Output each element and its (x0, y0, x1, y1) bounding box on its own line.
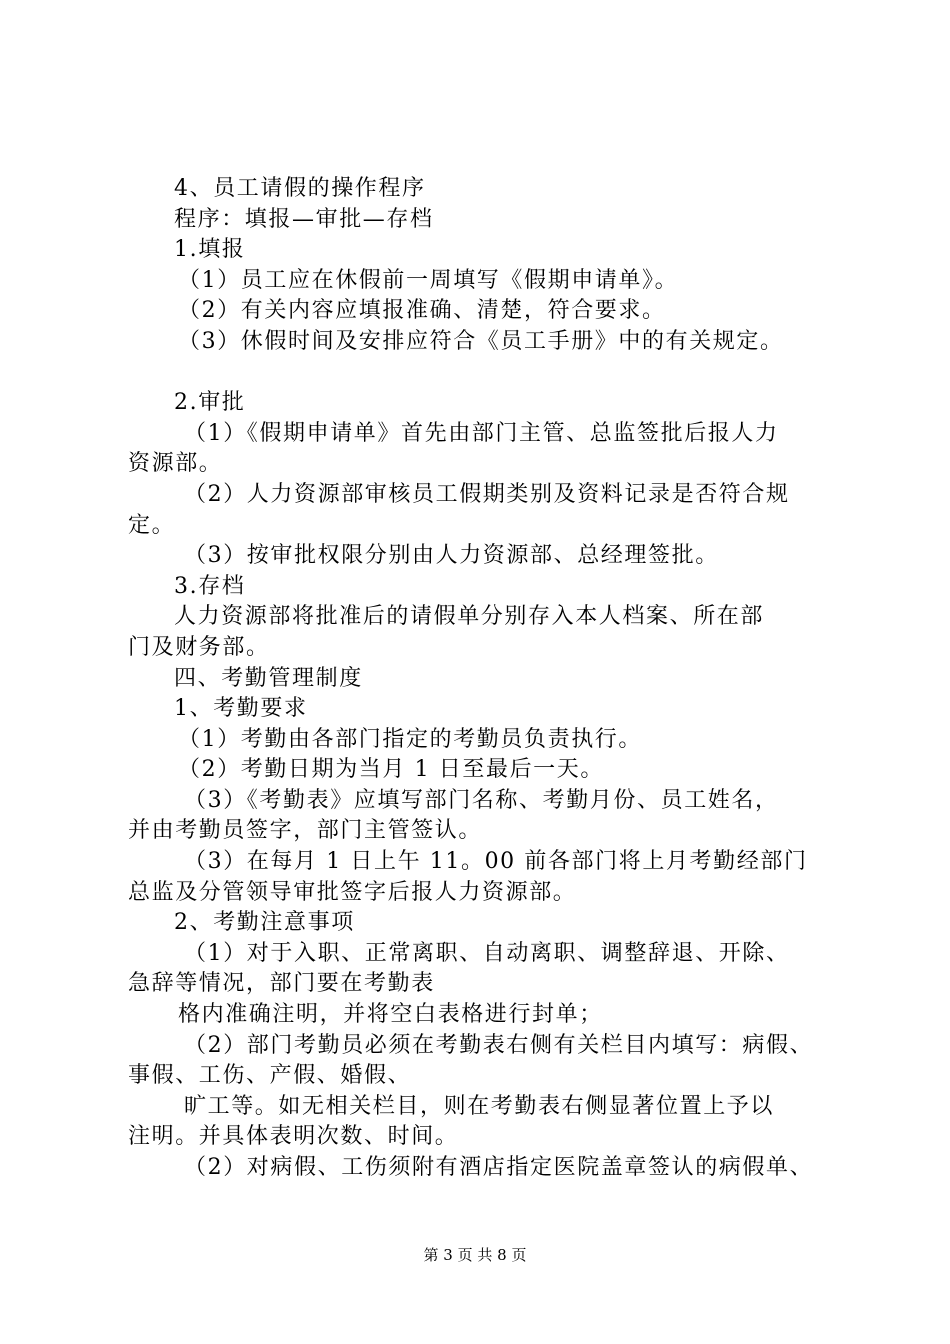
text-line: 总监及分管领导审批签字后报人力资源部。 (128, 879, 577, 905)
text-line: 程序：填报—审批—存档 (174, 206, 434, 232)
text-line: 格内准确注明，并将空白表格进行封单； (178, 1002, 603, 1028)
text-line: （1）《假期申请单》首先由部门主管、总监签批后报人力 (184, 420, 779, 446)
text-line: 门及财务部。 (128, 634, 270, 660)
text-line: 1、考勤要求 (174, 696, 308, 722)
text-line: 事假、工伤、产假、婚假、 (128, 1063, 412, 1089)
text-line: 并由考勤员签字，部门主管签认。 (128, 818, 483, 844)
text-line: （1）员工应在休假前一周填写《假期申请单》。 (178, 267, 679, 293)
text-line: 1.填报 (174, 237, 246, 263)
text-line: 四、考勤管理制度 (174, 665, 363, 691)
text-line: （1）对于入职、正常离职、自动离职、调整辞退、开除、 (184, 940, 790, 966)
text-line: 人力资源部将批准后的请假单分别存入本人档案、所在部 (174, 604, 765, 630)
text-line: 2、考勤注意事项 (174, 910, 355, 936)
text-line: 4、员工请假的操作程序 (174, 176, 426, 201)
text-line: 3.存档 (174, 573, 246, 599)
text-line: 急辞等情况，部门要在考勤表 (128, 971, 435, 997)
page-footer: 第 3 页 共 8 页 (423, 1246, 527, 1264)
document-body (128, 174, 838, 1184)
text-line: （2）对病假、工伤须附有酒店指定医院盖章签认的病假单、 (184, 1155, 814, 1180)
blank-line (128, 358, 838, 389)
text-line: 注明。并具体表明次数、时间。 (128, 1124, 459, 1150)
text-line: （2）人力资源部审核员工假期类别及资料记录是否符合规 (184, 481, 790, 507)
text-line: （3）休假时间及安排应符合《员工手册》中的有关规定。 (178, 328, 784, 354)
text-line: （2）部门考勤员必须在考勤表右侧有关栏目内填写：病假、 (184, 1032, 814, 1058)
text-line: 定。 (128, 512, 176, 538)
text-line: （3）按审批权限分别由人力资源部、总经理签批。 (184, 543, 719, 569)
text-line: （1）考勤由各部门指定的考勤员负责执行。 (178, 726, 642, 752)
text-line: 资源部。 (128, 451, 223, 477)
text-line: （2）考勤日期为当月 1 日至最后一天。 (178, 757, 604, 783)
text-line: （3）《考勤表》应填写部门名称、考勤月份、员工姓名， (184, 787, 779, 813)
text-line: （2）有关内容应填报准确、清楚，符合要求。 (178, 298, 666, 324)
text-line: 2.审批 (174, 390, 246, 416)
text-line: 旷工等。如无相关栏目，则在考勤表右侧显著位置上予以 (184, 1093, 775, 1119)
text-line: （3）在每月 1 日上午 11。00 前各部门将上月考勤经部门 (184, 849, 808, 875)
